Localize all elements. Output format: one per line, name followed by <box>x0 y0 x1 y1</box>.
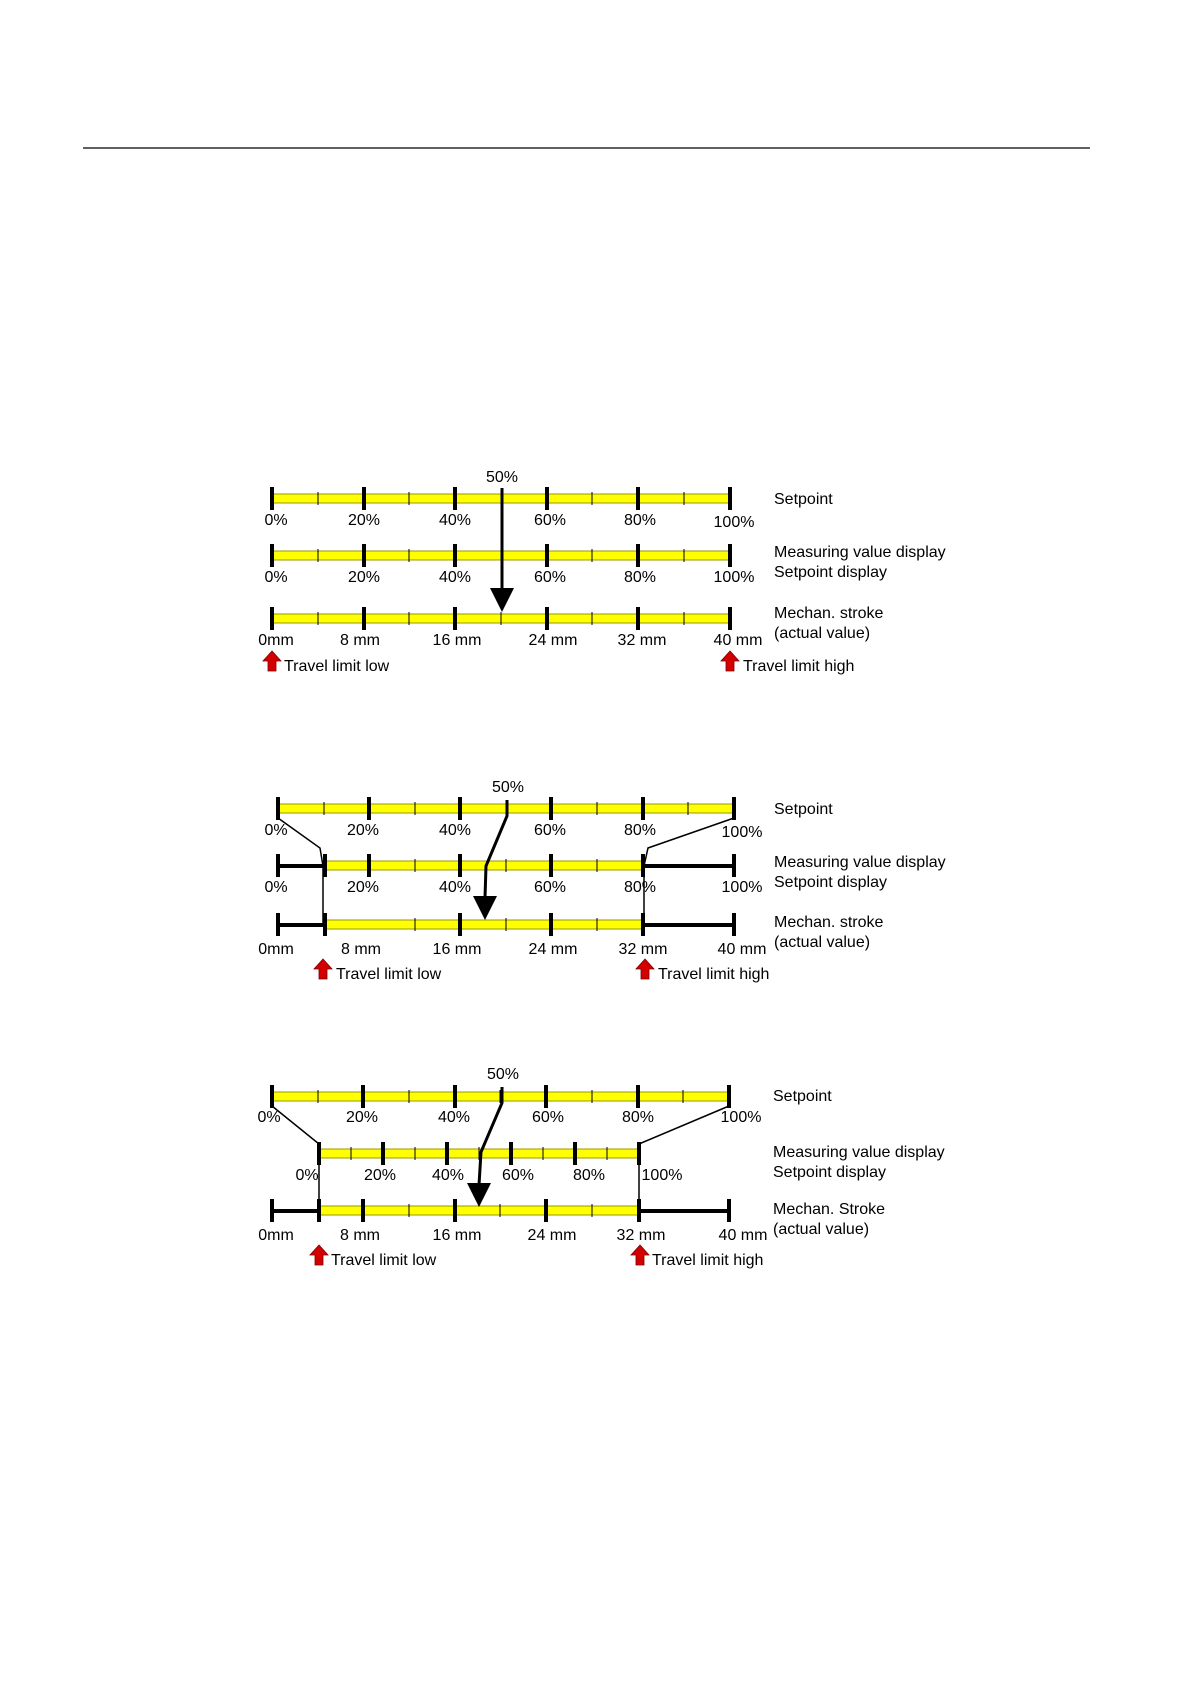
stroke-tick-label: 40 mm <box>718 1227 768 1244</box>
setpoint-row-label: Setpoint <box>774 491 833 508</box>
display-tick-label: 40% <box>431 1167 465 1184</box>
setpoint-tick-label: 40% <box>438 512 472 529</box>
setpoint-tick-label: 40% <box>437 1109 471 1126</box>
setpoint-scale <box>264 487 833 531</box>
setpoint-tick-label: 20% <box>345 1109 379 1126</box>
display-row-label-2: Setpoint display <box>773 1164 886 1181</box>
figure-rescaled-range <box>257 1066 944 1269</box>
stroke-scale <box>258 913 883 958</box>
setpoint-tick-label: 60% <box>533 512 567 529</box>
stroke-tick-label: 24 mm <box>528 632 578 649</box>
travel-limit-low-arrow-icon <box>310 1245 328 1265</box>
display-tick-label: 0% <box>295 1167 319 1184</box>
display-tick-label: 60% <box>533 569 567 586</box>
setpoint-tick-label: 80% <box>623 822 657 839</box>
display-scale <box>264 854 945 896</box>
travel-limit-low-arrow-icon <box>263 651 281 671</box>
setpoint-transfer-arrow <box>473 800 507 920</box>
display-tick-label: 100% <box>713 569 755 586</box>
setpoint-tick-label: 0% <box>264 512 288 529</box>
display-row-label: Measuring value display <box>773 1144 945 1161</box>
setpoint-row-label: Setpoint <box>773 1088 832 1105</box>
travel-limit-low-label: Travel limit low <box>331 1252 437 1269</box>
setpoint-tick-label: 40% <box>438 822 472 839</box>
stroke-tick-label: 40 mm <box>713 632 763 649</box>
stroke-tick-label: 32 mm <box>617 632 667 649</box>
setpoint-50-percent-label: 50% <box>486 1066 520 1083</box>
display-row-label: Measuring value display <box>774 544 946 561</box>
setpoint-tick-label: 80% <box>621 1109 655 1126</box>
display-tick-label: 40% <box>438 569 472 586</box>
display-tick-label: 20% <box>363 1167 397 1184</box>
travel-limit-high-arrow-icon <box>631 1245 649 1265</box>
setpoint-tick-label: 60% <box>533 822 567 839</box>
stroke-tick-label: 16 mm <box>432 941 482 958</box>
stroke-tick-label: 8 mm <box>340 632 380 649</box>
stroke-row-label: Mechan. stroke <box>774 605 884 622</box>
display-row-label-2: Setpoint display <box>774 874 887 891</box>
stroke-row-label-2: (actual value) <box>774 625 871 642</box>
stroke-tick-label: 32 mm <box>616 1227 666 1244</box>
display-scale <box>264 544 945 586</box>
setpoint-tick-label: 100% <box>720 1109 762 1126</box>
setpoint-transfer-arrow <box>490 488 514 612</box>
stroke-row-label-2: (actual value) <box>773 1221 870 1238</box>
display-tick-label: 20% <box>346 879 380 896</box>
travel-limit-low-arrow-icon <box>314 959 332 979</box>
stroke-tick-label: 0mm <box>258 941 294 958</box>
display-tick-label: 60% <box>533 879 567 896</box>
stroke-row-label-2: (actual value) <box>774 934 871 951</box>
setpoint-tick-label: 20% <box>347 512 381 529</box>
stroke-tick-label: 24 mm <box>527 1227 577 1244</box>
figure-limited-range <box>258 779 945 983</box>
travel-limit-high-label: Travel limit high <box>743 658 855 675</box>
travel-limit-high-arrow-icon <box>636 959 654 979</box>
travel-limit-high-arrow-icon <box>721 651 739 671</box>
stroke-tick-label: 0mm <box>258 632 294 649</box>
stroke-row-label: Mechan. Stroke <box>773 1201 886 1218</box>
travel-limit-low-label: Travel limit low <box>336 966 442 983</box>
stroke-tick-label: 32 mm <box>618 941 668 958</box>
display-tick-label: 20% <box>347 569 381 586</box>
setpoint-scale <box>257 1085 832 1126</box>
display-tick-label: 100% <box>721 879 763 896</box>
setpoint-tick-label: 20% <box>346 822 380 839</box>
stroke-tick-label: 16 mm <box>432 1227 482 1244</box>
display-tick-label: 60% <box>501 1167 535 1184</box>
stroke-scale <box>258 1199 885 1244</box>
stroke-tick-label: 8 mm <box>341 941 381 958</box>
stroke-tick-label: 16 mm <box>432 632 482 649</box>
display-tick-label: 80% <box>623 879 657 896</box>
figure-full-range <box>258 469 945 675</box>
setpoint-tick-label: 60% <box>531 1109 565 1126</box>
stroke-tick-label: 8 mm <box>340 1227 380 1244</box>
travel-limit-high-label: Travel limit high <box>652 1252 764 1269</box>
setpoint-tick-label: 0% <box>264 822 288 839</box>
display-tick-label: 0% <box>264 569 288 586</box>
setpoint-transfer-arrow <box>467 1087 502 1207</box>
setpoint-scale <box>264 797 833 841</box>
display-tick-label: 40% <box>438 879 472 896</box>
display-tick-label: 80% <box>623 569 657 586</box>
setpoint-50-percent-label: 50% <box>485 469 519 486</box>
setpoint-row-label: Setpoint <box>774 801 833 818</box>
setpoint-tick-label: 100% <box>713 514 755 531</box>
stroke-tick-label: 24 mm <box>528 941 578 958</box>
travel-limit-low-label: Travel limit low <box>284 658 390 675</box>
stroke-row-label: Mechan. stroke <box>774 914 884 931</box>
setpoint-tick-label: 0% <box>257 1109 281 1126</box>
setpoint-tick-label: 100% <box>721 824 763 841</box>
display-tick-label: 80% <box>572 1167 606 1184</box>
setpoint-tick-label: 80% <box>623 512 657 529</box>
travel-limit-high-label: Travel limit high <box>658 966 770 983</box>
setpoint-50-percent-label: 50% <box>491 779 525 796</box>
stroke-tick-label: 0mm <box>258 1227 294 1244</box>
display-tick-label: 0% <box>264 879 288 896</box>
display-row-label: Measuring value display <box>774 854 946 871</box>
stroke-tick-label: 40 mm <box>717 941 767 958</box>
display-scale <box>295 1142 944 1184</box>
stroke-scale <box>258 605 883 649</box>
display-row-label-2: Setpoint display <box>774 564 887 581</box>
display-tick-label: 100% <box>641 1167 683 1184</box>
